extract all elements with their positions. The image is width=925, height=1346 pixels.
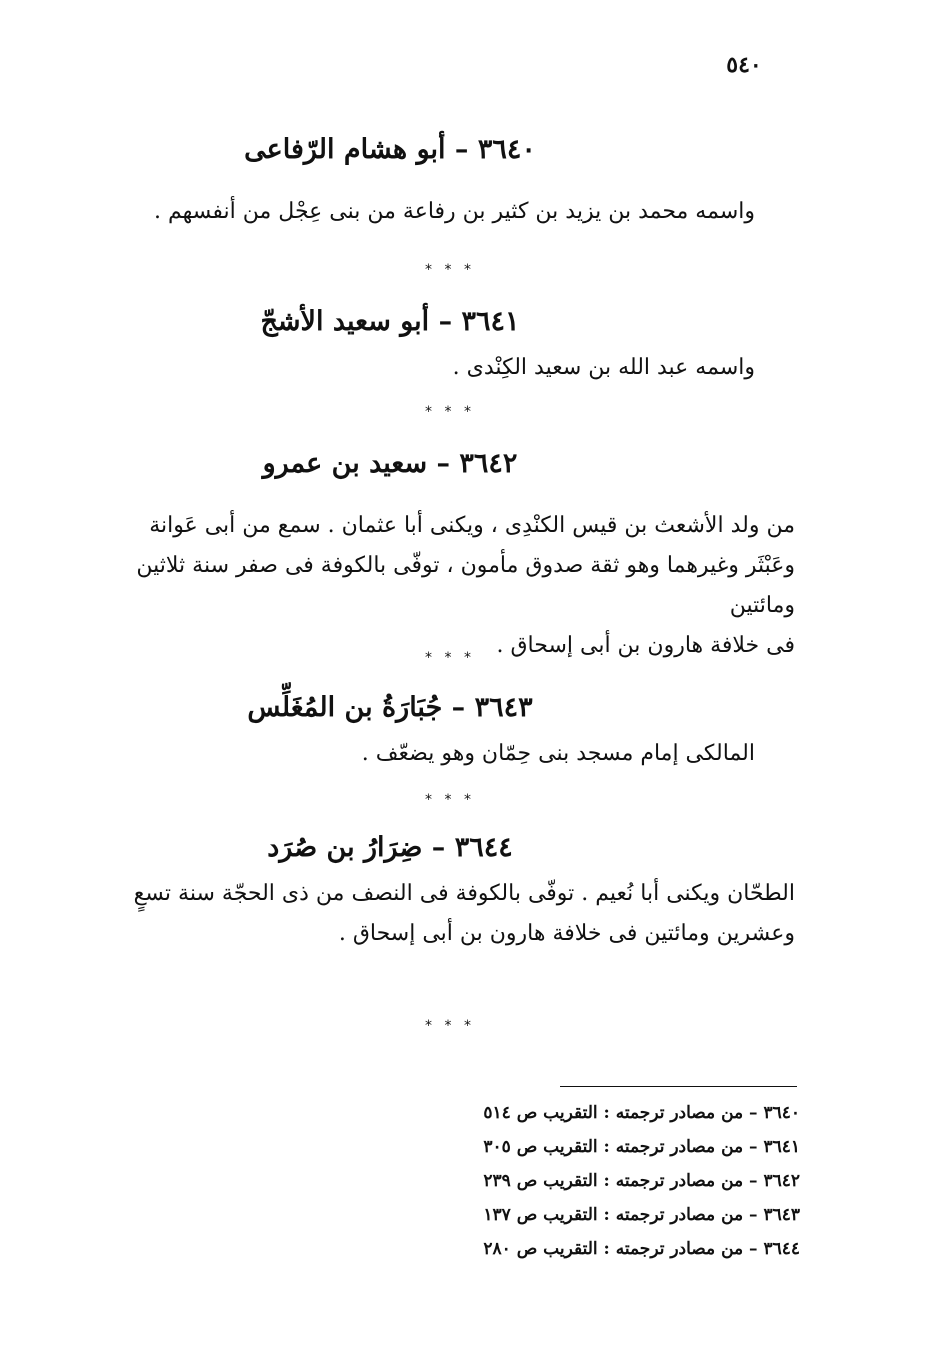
separator-1: * * * (425, 262, 475, 278)
entry-title-3640: ٣٦٤٠ – أبو هشام الرّفاعى (244, 134, 536, 165)
page-number: ٥٤٠ (726, 52, 762, 78)
separator-2: * * * (425, 404, 475, 420)
footnote-line: ٣٦٤١ – من مصادر ترجمته : التقريب ص ٣٠٥ (483, 1137, 800, 1157)
entry-body-3644 (95, 874, 795, 954)
separator-5: * * * (425, 1018, 475, 1034)
entry-body-line: من ولد الأشعث بن قيس الكنْدِى ، ويكنى أبا عثمان . سمع من أبى عَوانة (149, 513, 795, 538)
entry-title-3642: ٣٦٤٢ – سعيد بن عمرو (262, 448, 518, 479)
entry-body-line: وعشرين ومائتين فى خلافة هارون بن أبى إسحاق . (338, 921, 795, 946)
separator-3: * * * (425, 650, 475, 666)
footnote-line: ٣٦٤٤ – من مصادر ترجمته : التقريب ص ٢٨٠ (483, 1239, 800, 1259)
entry-body-line: الطحّان ويكنى أبا نُعيم . توفّى بالكوفة فى النصف من ذى الحجّة سنة تسعٍ (133, 881, 795, 906)
footnote-line: ٣٦٤٣ – من مصادر ترجمته : التقريب ص ١٣٧ (483, 1205, 800, 1225)
footnote-rule (560, 1086, 797, 1087)
entry-title-3643: ٣٦٤٣ – جُبَارَةُ بن المُغَلِّس (247, 692, 533, 723)
footnote-line: ٣٦٤٢ – من مصادر ترجمته : التقريب ص ٢٣٩ (483, 1171, 800, 1191)
entry-body-line: فى خلافة هارون بن أبى إسحاق . (496, 633, 795, 658)
entry-body-3643: المالكى إمام مسجد بنى حِمّان وهو يضعّف . (361, 741, 755, 766)
entry-body-3642 (95, 506, 795, 666)
footnote-line: ٣٦٤٠ – من مصادر ترجمته : التقريب ص ٥١٤ (483, 1103, 800, 1123)
entry-title-3641: ٣٦٤١ – أبو سعيد الأشجّ (260, 306, 520, 337)
entry-body-3640: واسمه محمد بن يزيد بن كثير بن رفاعة من بنى عِجْل من أنفسهم . (154, 199, 755, 224)
entry-body-3641: واسمه عبد الله بن سعيد الكِنْدى . (452, 355, 755, 380)
entry-body-line: وعَبْثَر وغيرهما وهو ثقة صدوق مأمون ، توفّى بالكوفة فى صفر سنة ثلاثين ومائتين (136, 553, 795, 618)
footnotes (380, 1096, 800, 1266)
separator-4: * * * (425, 792, 475, 808)
entry-title-3644: ٣٦٤٤ – ضِرَارُ بن صُرَد (267, 832, 513, 863)
